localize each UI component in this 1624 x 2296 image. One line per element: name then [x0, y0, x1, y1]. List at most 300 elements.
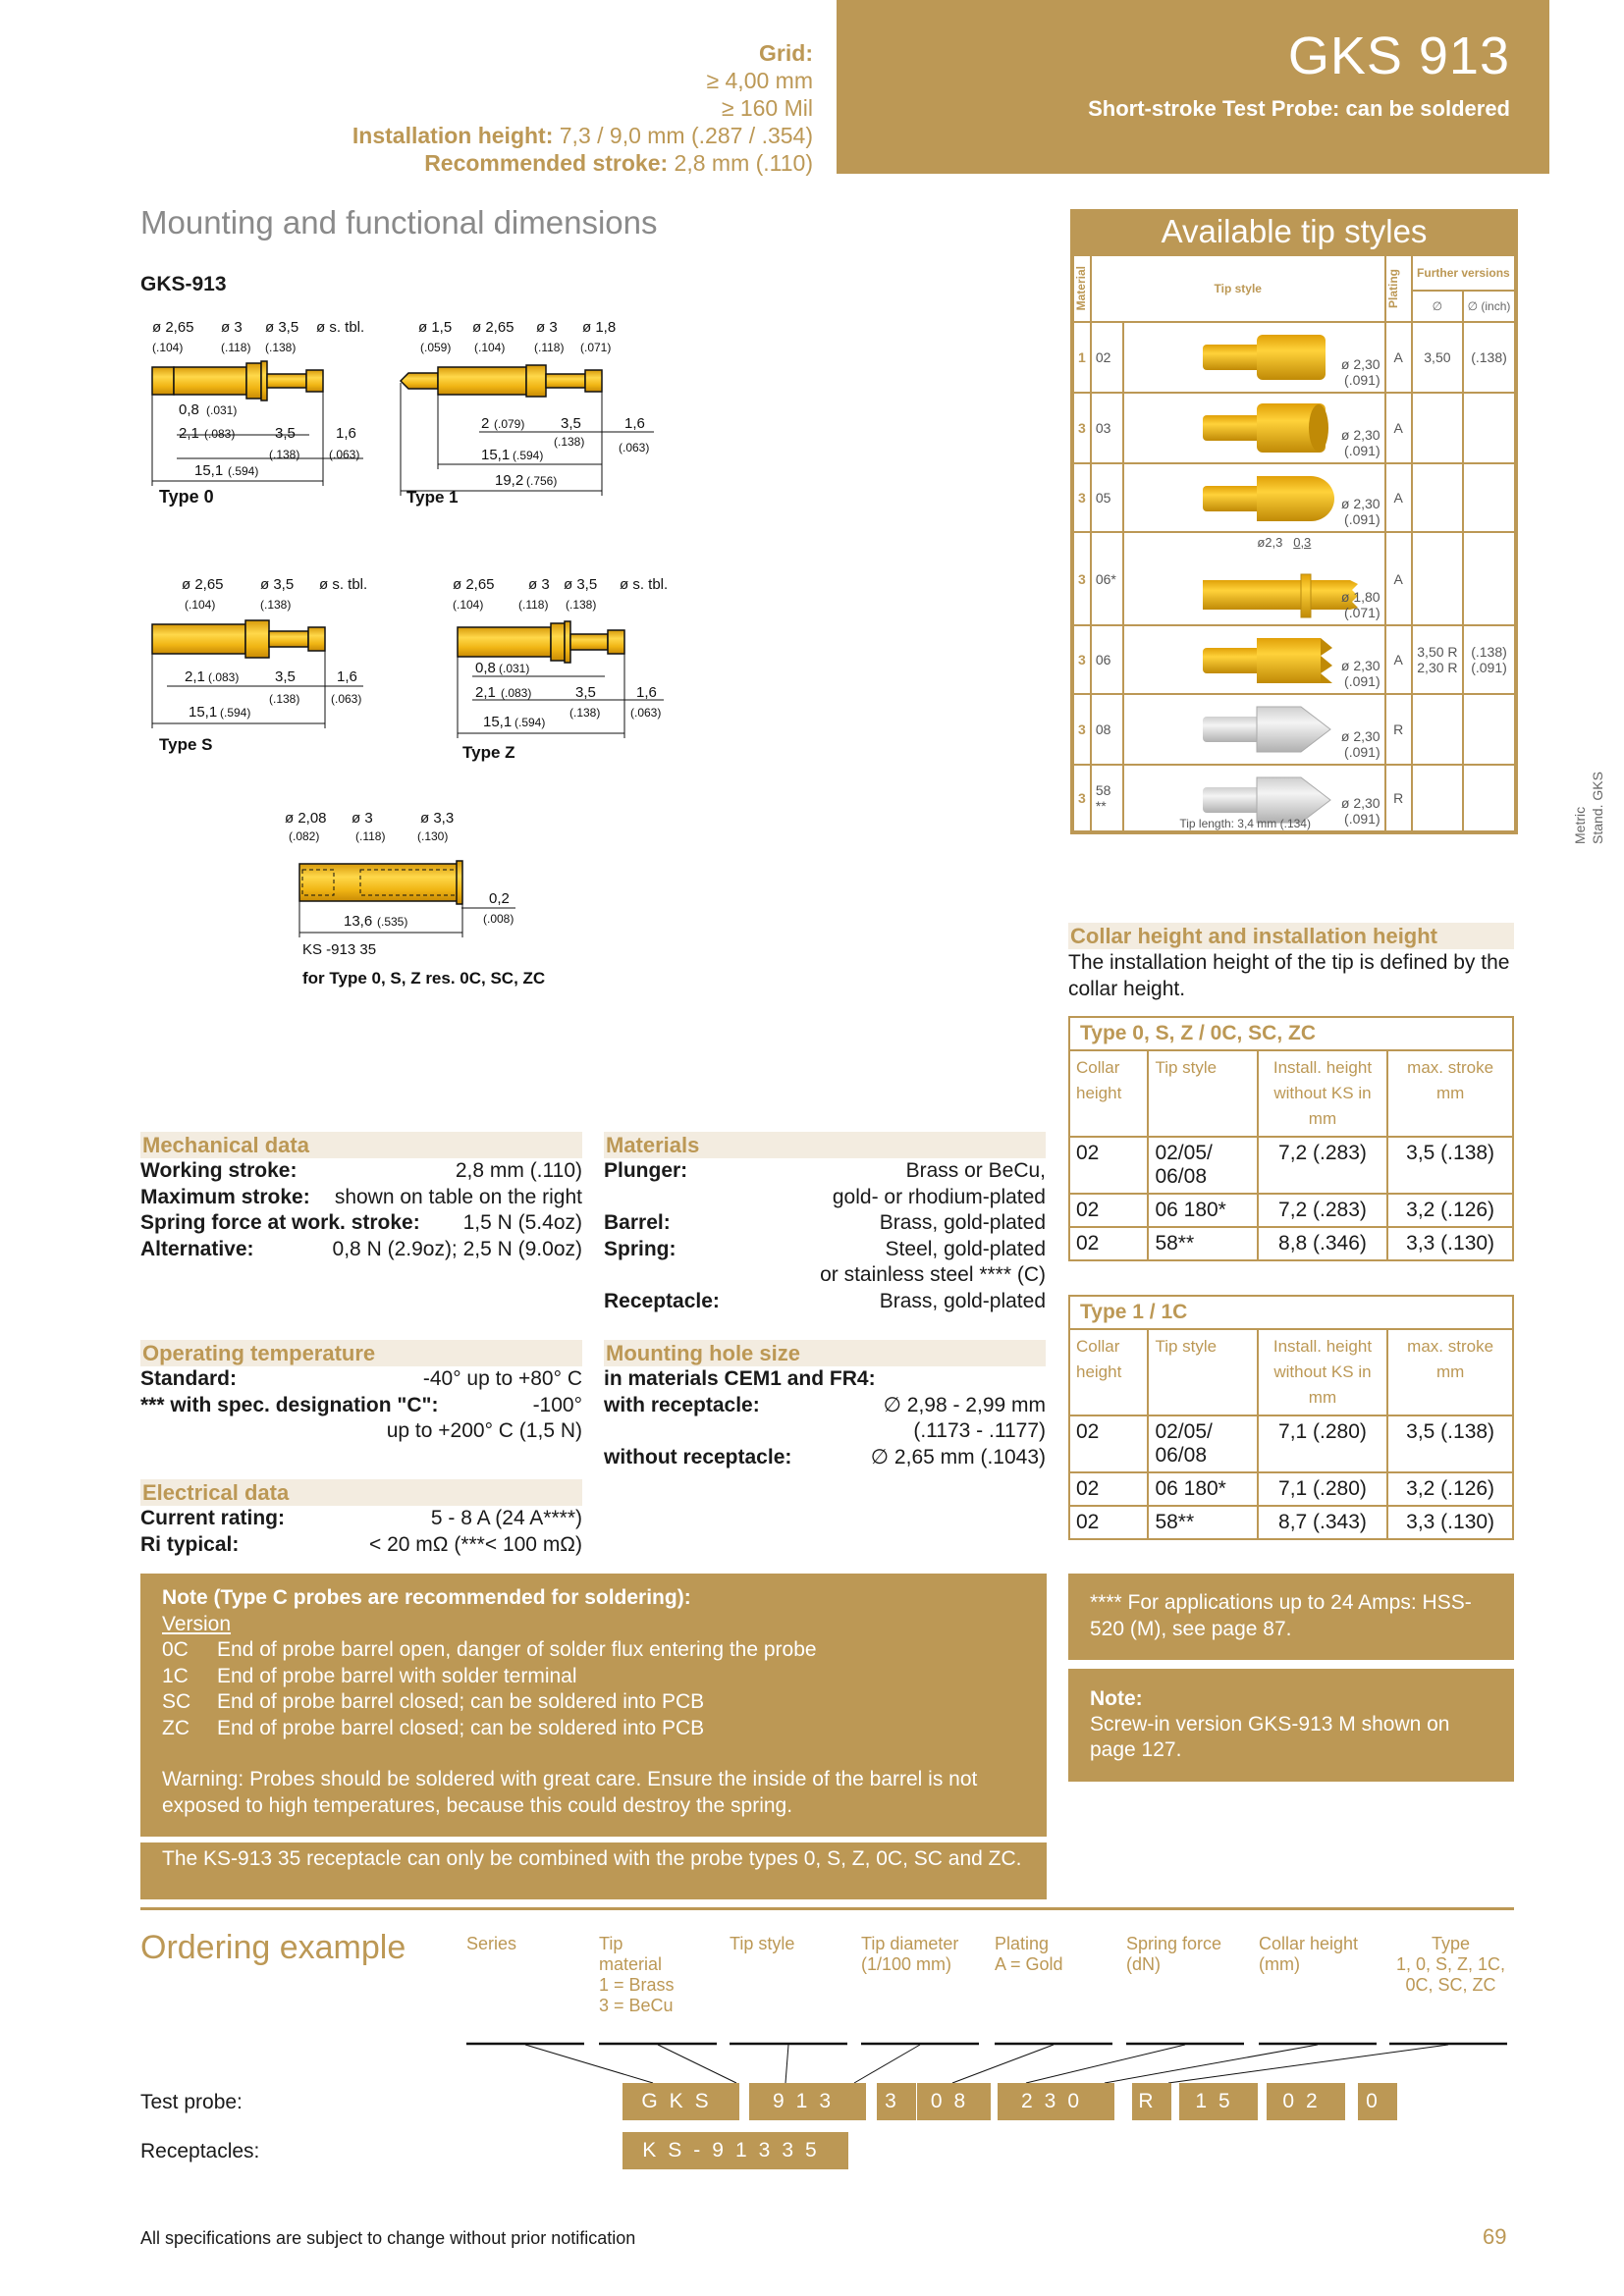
working-stroke-label: Working stroke: — [140, 1159, 298, 1182]
collar-cell: 02 — [1069, 1137, 1148, 1194]
type-s-d2: ø 3,5 — [260, 576, 295, 593]
tip-diameter: ø 2,30 (.091) — [1340, 496, 1380, 527]
type-0-l5: 15,1 — [194, 462, 224, 479]
soldering-note — [140, 1574, 1047, 1837]
ks-l2: 0,2 — [489, 890, 510, 907]
tip-image-cell — [1123, 463, 1384, 532]
further-version-inch — [1463, 532, 1515, 625]
type-0-d1: ø 2,65 — [152, 319, 194, 336]
current-value: 5 - 8 A (24 A****) — [430, 1507, 582, 1529]
collar-cell: 06 180* — [1148, 1194, 1257, 1227]
tip-styles-table — [1070, 209, 1518, 834]
ordering-column-line: Series — [466, 1934, 517, 1953]
spring-force-value: 1,5 N (5.4oz) — [462, 1211, 582, 1234]
tip-image-cell — [1123, 625, 1384, 694]
ordering-connector — [785, 2045, 788, 2083]
type-s-l3i: (.063) — [331, 692, 362, 706]
type-s-l2: 3,5 — [275, 668, 296, 685]
ks-d1: ø 2,08 — [285, 810, 327, 827]
type-1-d2: ø 2,65 — [472, 319, 514, 336]
max-stroke-label: Maximum stroke: — [140, 1185, 310, 1208]
type-1-l4i: (.594) — [513, 449, 544, 462]
tip-diameter: ø 2,30 (.091) — [1340, 356, 1380, 388]
receptacle-value: Brass, gold-plated — [879, 1289, 1046, 1312]
mounting-hole — [604, 1340, 1046, 1470]
collar-row — [1069, 1506, 1513, 1539]
type-1-d3i: (.118) — [534, 341, 565, 354]
ks-note: for Type 0, S, Z res. 0C, SC, ZC — [302, 969, 546, 988]
ks-label: KS -913 35 — [302, 941, 377, 958]
ks-l1i: (.535) — [377, 915, 408, 929]
barrel-value: Brass, gold-plated — [879, 1211, 1046, 1234]
tip-plating: R — [1385, 694, 1412, 765]
barrel-label: Barrel: — [604, 1211, 671, 1234]
further-version-inch — [1463, 694, 1515, 765]
order-code-box: 0 — [1358, 2083, 1397, 2120]
collar-cell: 02 — [1069, 1194, 1148, 1227]
ordering-column — [1126, 1934, 1221, 1975]
tip-code: 05 — [1091, 463, 1124, 532]
dia-header: ∅ — [1412, 291, 1463, 322]
current-label: Current rating: — [140, 1507, 285, 1529]
tip-row — [1073, 463, 1515, 532]
soldering-note-title: Note (Type C probes are recommended for soldering): — [162, 1586, 691, 1609]
tip-flat-icon — [1164, 325, 1360, 390]
collar-cell: 7,2 (.283) — [1258, 1194, 1387, 1227]
spec-label: *** with spec. designation "C": — [140, 1393, 439, 1416]
tip-row — [1073, 532, 1515, 625]
ordering-column-line: 3 = BeCu — [599, 1996, 674, 2015]
ks-d1i: (.082) — [289, 829, 320, 843]
collar-cell: 02 — [1069, 1506, 1148, 1539]
amps-note-text: **** For applications up to 24 Amps: HSS-520 (M), see page 87. — [1090, 1591, 1472, 1640]
tip-material: 3 — [1073, 694, 1091, 765]
materials — [604, 1132, 1046, 1314]
type-z-l5i: (.594) — [514, 716, 546, 729]
plunger-value-1: Brass or BeCu, — [905, 1159, 1046, 1182]
type-0-l3: 3,5 — [275, 425, 296, 442]
mechanical-data — [140, 1132, 582, 1262]
temperature-title: Operating temperature — [140, 1340, 582, 1366]
operating-temperature — [140, 1340, 582, 1445]
tip-material: 3 — [1073, 765, 1091, 831]
order-code-box: R — [1132, 2083, 1171, 2120]
ks-l1: 13,6 — [344, 913, 373, 930]
type-0-d3i: (.138) — [265, 341, 297, 354]
materials-title: Materials — [604, 1132, 1046, 1158]
version-item — [162, 1664, 1025, 1690]
collar-table-caption: Type 1 / 1C — [1069, 1296, 1513, 1329]
collar-cell: 02 — [1069, 1472, 1148, 1506]
type-0-l2: 2,1 — [179, 425, 199, 442]
tip-plating: A — [1385, 322, 1412, 393]
type-0-l4i: (.063) — [329, 448, 360, 461]
tip-row — [1073, 393, 1515, 463]
with-receptacle-value-2: (.1173 - .1177) — [913, 1419, 1046, 1442]
tip-code: 02 — [1091, 322, 1124, 393]
type-1-l5: 19,2 — [495, 472, 524, 489]
collar-header: Tip style — [1148, 1050, 1257, 1137]
ordering-column-line: Tip style — [730, 1934, 795, 1953]
tip-diameter: ø 2,30 (.091) — [1340, 795, 1380, 827]
ordering-connector — [658, 2045, 736, 2083]
tip-image-cell — [1123, 393, 1384, 463]
type-0-l3i: (.138) — [269, 448, 300, 461]
alternative-value: 0,8 N (2.9oz); 2,5 N (9.0oz) — [332, 1237, 582, 1260]
type-1-d4i: (.071) — [580, 341, 612, 354]
type-1-l4: 15,1 — [481, 447, 511, 463]
tip-dim-label: ø2,3 0,3 — [1257, 535, 1312, 550]
type-0-l1: 0,8 — [179, 401, 199, 418]
collar-cell: 7,1 (.280) — [1258, 1415, 1387, 1472]
stroke-label: Recommended stroke: — [424, 150, 669, 176]
ordering-column — [995, 1934, 1063, 1975]
version-label: Version — [162, 1612, 232, 1635]
dia-inch-header: ∅ (inch) — [1463, 291, 1515, 322]
installation-label: Installation height: — [352, 123, 554, 148]
mounting-title: Mounting and functional dimensions — [140, 204, 658, 240]
further-version-inch — [1463, 765, 1515, 831]
ordering-connector — [952, 2045, 1054, 2083]
collar-cell: 02/05/ 06/08 — [1148, 1137, 1257, 1194]
ordering-column-line: Collar height — [1259, 1934, 1359, 1953]
ordering-column-line: 1 = Brass — [599, 1975, 675, 1995]
collar-header: Tip style — [1148, 1329, 1257, 1415]
ordering-connector — [525, 2045, 653, 2083]
receptacle-note-text: The KS-913 35 receptacle can only be combined with the probe types 0, S, Z, 0C, SC and ZC. — [162, 1847, 1022, 1870]
collar-table-caption: Type 0, S, Z / 0C, SC, ZC — [1069, 1017, 1513, 1050]
collar-row — [1069, 1415, 1513, 1472]
collar-header: Collar height — [1069, 1329, 1148, 1415]
type-0-l5i: (.594) — [228, 464, 259, 478]
ordering-column-line: material — [599, 1954, 663, 1974]
ks-d2: ø 3 — [352, 810, 373, 827]
version-code: ZC — [162, 1716, 189, 1739]
collar-cell: 7,2 (.283) — [1258, 1137, 1387, 1194]
tip-plating: R — [1385, 765, 1412, 831]
mechanical-title: Mechanical data — [140, 1132, 582, 1158]
ordering-column-line: (1/100 mm) — [861, 1954, 952, 1974]
type-s-drawing — [152, 576, 367, 754]
type-1-l2i: (.138) — [554, 435, 585, 449]
type-1-l3i: (.063) — [619, 441, 650, 454]
version-item — [162, 1637, 1025, 1664]
spring-value-1: Steel, gold-plated — [885, 1237, 1046, 1260]
ordering-column — [599, 1934, 675, 2016]
collar-header: Install. height without KS in mm — [1258, 1050, 1387, 1137]
type-z-d1: ø 2,65 — [453, 576, 495, 593]
collar-cell: 3,2 (.126) — [1387, 1472, 1513, 1506]
type-s-l2i: (.138) — [269, 692, 300, 706]
type-1-drawing — [401, 319, 654, 507]
product-title: GKS 913 — [1287, 27, 1510, 85]
tip-diameter: ø 2,30 (.091) — [1340, 658, 1380, 689]
screw-in-note-text: Screw-in version GKS-913 M shown on page 127. — [1090, 1713, 1450, 1761]
type-z-d2i: (.118) — [518, 598, 549, 612]
tip-style-header: Tip style — [1091, 255, 1385, 322]
type-1-label: Type 1 — [406, 488, 459, 507]
type-1-d4: ø 1,8 — [582, 319, 617, 336]
collar-header: Install. height without KS in mm — [1258, 1329, 1387, 1415]
collar-cell: 58** — [1148, 1227, 1257, 1260]
standard-label: Standard: — [140, 1367, 238, 1390]
electrical-data — [140, 1479, 582, 1558]
tip-material: 3 — [1073, 463, 1091, 532]
type-z-l1: 0,8 — [475, 660, 496, 676]
collar-cell: 3,3 (.130) — [1387, 1227, 1513, 1260]
type-z-drawing — [453, 576, 668, 762]
ordering-connector — [1026, 2045, 1185, 2083]
further-version-dia — [1412, 463, 1463, 532]
ordering-column — [730, 1934, 794, 1954]
collar-cell: 02 — [1069, 1227, 1148, 1260]
version-item — [162, 1689, 1025, 1716]
ordering-column — [1389, 1934, 1512, 1996]
version-text: End of probe barrel closed; can be soldered into PCB — [217, 1716, 705, 1739]
receptacle-code-box: KS-91335 — [623, 2132, 848, 2169]
type-0-d4: ø s. tbl. — [316, 319, 365, 336]
warning-text: Warning: Probes should be soldered with great care. Ensure the inside of the barrel is not exposed to high temperatures, because this could destroy the spring. — [162, 1768, 978, 1817]
material-header: Material — [1074, 266, 1088, 311]
type-0-d2: ø 3 — [221, 319, 243, 336]
ordering-column — [861, 1934, 958, 1975]
type-1-l5i: (.756) — [526, 474, 558, 488]
ks-d3i: (.130) — [417, 829, 449, 843]
without-receptacle-value: ∅ 2,65 mm (.1043) — [870, 1445, 1046, 1468]
title-banner — [837, 0, 1549, 174]
ordering-column-line: Tip diameter — [861, 1934, 959, 1953]
type-0-l4: 1,6 — [336, 425, 356, 442]
further-version-inch: (.138) — [1463, 322, 1515, 393]
type-s-d2i: (.138) — [260, 598, 292, 612]
collar-cell: 3,5 (.138) — [1387, 1137, 1513, 1194]
collar-header: max. stroke mm — [1387, 1329, 1513, 1415]
order-code-box: 08 — [917, 2083, 991, 2120]
tip-plating: A — [1385, 532, 1412, 625]
screw-in-note — [1068, 1669, 1514, 1782]
ordering-column — [1259, 1934, 1358, 1975]
without-receptacle-label: without receptacle: — [604, 1445, 792, 1468]
type-z-d3i: (.138) — [566, 598, 597, 612]
type-z-l5: 15,1 — [483, 714, 513, 730]
type-0-d2i: (.118) — [221, 341, 251, 354]
tip-styles-title: Available tip styles — [1072, 209, 1516, 254]
collar-row — [1069, 1227, 1513, 1260]
ri-label: Ri typical: — [140, 1532, 240, 1556]
further-version-inch — [1463, 463, 1515, 532]
tip-code: 08 — [1091, 694, 1124, 765]
type-z-d3: ø 3,5 — [564, 576, 598, 593]
type-s-l3: 1,6 — [337, 668, 357, 685]
tip-code: 06 — [1091, 625, 1124, 694]
version-item — [162, 1716, 1025, 1742]
with-receptacle-label: with receptacle: — [604, 1393, 760, 1416]
ordering-column — [466, 1934, 516, 1954]
tip-dome-icon — [1164, 466, 1360, 529]
plunger-value-2: gold- or rhodium-plated — [832, 1185, 1046, 1208]
order-code-box: 02 — [1267, 2083, 1345, 2120]
order-code-box: GKS — [623, 2083, 739, 2120]
ordering-column-line: 1, 0, S, Z, 1C, — [1395, 1954, 1506, 1974]
dimension-drawings — [137, 304, 982, 1011]
spring-value-2: or stainless steel **** (C) — [820, 1263, 1046, 1286]
type-0-d1i: (.104) — [152, 341, 184, 354]
collar-table — [1068, 1016, 1514, 1261]
tip-length-note: Tip length: 3,4 mm (.134) — [1179, 817, 1311, 830]
type-1-l1i: (.079) — [494, 417, 525, 431]
collar-cell: 06 180* — [1148, 1472, 1257, 1506]
collar-section — [1068, 923, 1514, 1002]
order-code-box: 230 — [998, 2083, 1114, 2120]
stroke-value: 2,8 mm (.110) — [674, 150, 813, 176]
further-version-dia — [1412, 532, 1463, 625]
type-s-l4i: (.594) — [220, 706, 251, 720]
collar-title: Collar height and installation height — [1068, 923, 1514, 949]
type-z-l4: 1,6 — [636, 684, 657, 701]
collar-row — [1069, 1472, 1513, 1506]
collar-intro: The installation height of the tip is defined by the collar height. — [1068, 951, 1510, 1000]
further-version-dia: 3,50 — [1412, 322, 1463, 393]
collar-cell: 3,2 (.126) — [1387, 1194, 1513, 1227]
spring-force-label: Spring force at work. stroke: — [140, 1211, 420, 1234]
collar-cell: 8,7 (.343) — [1258, 1506, 1387, 1539]
version-text: End of probe barrel open, danger of solder flux entering the probe — [217, 1638, 817, 1661]
ordering-column-line: 0C, SC, ZC — [1405, 1975, 1496, 1995]
model-label: GKS-913 — [140, 273, 227, 295]
ks-l2i: (.008) — [483, 912, 514, 926]
collar-cell: 3,5 (.138) — [1387, 1415, 1513, 1472]
type-s-l1: 2,1 — [185, 668, 205, 685]
tip-material: 1 — [1073, 322, 1091, 393]
type-z-label: Type Z — [462, 743, 515, 762]
spring-label: Spring: — [604, 1237, 677, 1260]
version-code: SC — [162, 1690, 191, 1713]
tip-row — [1073, 625, 1515, 694]
ks-drawing — [285, 810, 545, 988]
side-tab-standard: Stand. GKS — [1590, 772, 1605, 844]
further-version-dia — [1412, 694, 1463, 765]
tip-image-cell — [1123, 322, 1384, 393]
receptacles-label: Receptacles: — [140, 2140, 260, 2163]
ordering-column-line: Spring force — [1126, 1934, 1222, 1953]
collar-cell: 7,1 (.280) — [1258, 1472, 1387, 1506]
type-s-l1i: (.083) — [208, 670, 240, 684]
version-text: End of probe barrel with solder terminal — [217, 1664, 577, 1687]
tip-row — [1073, 694, 1515, 765]
receptacle-label: Receptacle: — [604, 1289, 720, 1312]
with-receptacle-value-1: ∅ 2,98 - 2,99 mm — [883, 1393, 1046, 1416]
type-s-d1i: (.104) — [185, 598, 216, 612]
type-z-l1i: (.031) — [499, 662, 530, 675]
version-code: 1C — [162, 1664, 189, 1687]
collar-cell: 02/05/ 06/08 — [1148, 1415, 1257, 1472]
tip-diameter: ø 2,30 (.091) — [1340, 427, 1380, 458]
ks-d2i: (.118) — [355, 829, 386, 843]
version-text: End of probe barrel closed; can be soldered into PCB — [217, 1690, 705, 1713]
type-0-l2i: (.083) — [204, 427, 236, 441]
alternative-label: Alternative: — [140, 1237, 254, 1260]
further-version-dia: 3,50 R 2,30 R — [1412, 625, 1463, 694]
tip-code: 03 — [1091, 393, 1124, 463]
tip-cup-icon — [1164, 396, 1360, 460]
tip-plating: A — [1385, 625, 1412, 694]
version-code: 0C — [162, 1638, 189, 1661]
type-1-d3: ø 3 — [536, 319, 558, 336]
type-z-d2: ø 3 — [528, 576, 550, 593]
collar-cell: 02 — [1069, 1415, 1148, 1472]
tip-crown-icon — [1164, 628, 1360, 691]
max-stroke-value: shown on table on the right — [334, 1185, 582, 1208]
tip-diameter: ø 2,30 (.091) — [1340, 728, 1380, 760]
ordering-column-line: (dN) — [1126, 1954, 1161, 1974]
tip-row — [1073, 322, 1515, 393]
amps-note — [1068, 1574, 1514, 1660]
electrical-title: Electrical data — [140, 1479, 582, 1506]
collar-cell: 3,3 (.130) — [1387, 1506, 1513, 1539]
type-z-l2i: (.083) — [501, 686, 532, 700]
order-code-box: 3 — [877, 2083, 916, 2120]
grid-mm: ≥ 4,00 mm — [706, 68, 813, 93]
tip-row — [1073, 765, 1515, 831]
test-probe-label: Test probe: — [140, 2091, 243, 2113]
type-0-d3: ø 3,5 — [265, 319, 299, 336]
tip-material: 3 — [1073, 532, 1091, 625]
receptacle-note — [140, 1842, 1047, 1899]
collar-table — [1068, 1295, 1514, 1540]
order-code-box: 15 — [1179, 2083, 1258, 2120]
spec-value-1: -100° — [532, 1393, 582, 1416]
ordering-title: Ordering example — [140, 1929, 406, 1966]
tip-cone-icon — [1164, 697, 1360, 762]
collar-cell: 8,8 (.346) — [1258, 1227, 1387, 1260]
tip-material: 3 — [1073, 393, 1091, 463]
tip-diameter: ø 1,80 (.071) — [1340, 589, 1380, 620]
type-1-d1i: (.059) — [420, 341, 452, 354]
hole-title: Mounting hole size — [604, 1340, 1046, 1366]
divider — [140, 1907, 1514, 1910]
ordering-connectors — [461, 2038, 1522, 2085]
tip-code: 06* — [1091, 532, 1124, 625]
ordering-column-line: Tip — [599, 1934, 623, 1953]
type-0-l1i: (.031) — [206, 403, 238, 417]
collar-header: Collar height — [1069, 1050, 1148, 1137]
collar-row — [1069, 1194, 1513, 1227]
type-1-d2i: (.104) — [474, 341, 506, 354]
ordering-column-line: Type — [1431, 1934, 1471, 1953]
order-code-box: 913 — [749, 2083, 866, 2120]
header-specs — [352, 39, 813, 177]
installation-value: 7,3 / 9,0 mm (.287 / .354) — [559, 123, 813, 148]
collar-header: max. stroke mm — [1387, 1050, 1513, 1137]
type-s-l4: 15,1 — [189, 704, 218, 721]
standard-value: -40° up to +80° C — [422, 1367, 582, 1390]
type-z-l3: 3,5 — [575, 684, 596, 701]
tip-image-cell — [1123, 765, 1384, 831]
type-1-l2: 3,5 — [561, 415, 581, 432]
type-s-d1: ø 2,65 — [182, 576, 224, 593]
type-0-label: Type 0 — [159, 487, 214, 507]
ks-d3: ø 3,3 — [420, 810, 455, 827]
collar-cell: 58** — [1148, 1506, 1257, 1539]
tip-plating: A — [1385, 393, 1412, 463]
side-tab — [1571, 756, 1610, 844]
ordering-column-line: Plating — [995, 1934, 1050, 1953]
further-version-dia — [1412, 765, 1463, 831]
tip-material: 3 — [1073, 625, 1091, 694]
ordering-column-line: (mm) — [1259, 1954, 1300, 1974]
hole-sub: in materials CEM1 and FR4: — [604, 1367, 876, 1390]
ordering-column-line: A = Gold — [995, 1954, 1063, 1974]
